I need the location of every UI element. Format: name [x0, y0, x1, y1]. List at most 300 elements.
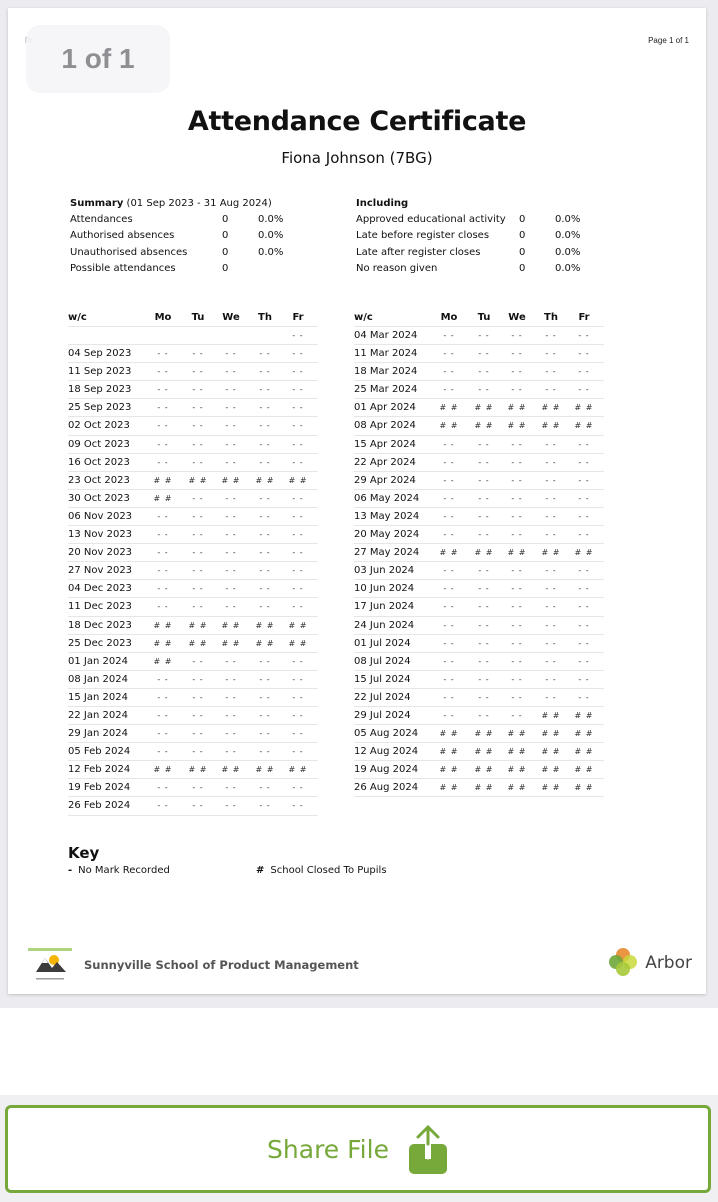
day-mark: - -	[511, 475, 523, 485]
week-commencing: 08 Jan 2024	[68, 673, 128, 685]
table-row	[68, 417, 318, 435]
table-row	[68, 617, 318, 635]
week-commencing: 18 Dec 2023	[68, 619, 132, 631]
week-commencing: 06 May 2024	[354, 492, 420, 504]
school-name: Sunnyville School of Product Management	[84, 958, 359, 972]
attendance-grid-right	[354, 309, 604, 797]
arbor-logo-icon	[607, 946, 641, 980]
day-mark: # #	[474, 729, 494, 739]
grid-header-cell: Tu	[477, 312, 491, 323]
day-mark: - -	[259, 674, 271, 684]
day-mark: - -	[225, 367, 237, 377]
including-row: Approved educational activity 0 0.0%	[356, 214, 581, 225]
day-mark: - -	[578, 349, 590, 359]
page-counter-overlay: 1 of 1	[26, 25, 170, 93]
day-mark: - -	[545, 566, 557, 576]
day-mark: # #	[541, 729, 561, 739]
certificate-title: Attendance Certificate	[187, 106, 527, 137]
week-commencing: 27 Nov 2023	[68, 565, 133, 577]
table-row	[354, 490, 604, 508]
day-mark: - -	[259, 656, 271, 666]
key-title: Key	[68, 844, 100, 862]
week-commencing: 29 Apr 2024	[354, 474, 416, 486]
day-mark: - -	[511, 457, 523, 467]
day-mark: - -	[259, 349, 271, 359]
day-mark: - -	[192, 566, 204, 576]
grid-header-cell: w/c	[354, 312, 373, 323]
week-commencing: 12 Feb 2024	[68, 764, 131, 776]
day-mark: - -	[478, 530, 490, 540]
day-mark: - -	[157, 403, 169, 413]
table-row	[68, 526, 318, 544]
day-mark: - -	[511, 367, 523, 377]
day-mark: # #	[188, 765, 208, 775]
day-mark: - -	[478, 710, 490, 720]
day-mark: # #	[474, 783, 494, 793]
table-row	[354, 526, 604, 544]
day-mark: - -	[292, 801, 304, 811]
day-mark: - -	[443, 692, 455, 702]
day-mark: - -	[157, 457, 169, 467]
day-mark: - -	[192, 457, 204, 467]
table-row	[354, 562, 604, 580]
day-mark: - -	[192, 439, 204, 449]
day-mark: - -	[292, 710, 304, 720]
day-mark: # #	[574, 729, 594, 739]
day-mark: - -	[545, 511, 557, 521]
day-mark: - -	[443, 331, 455, 340]
week-commencing: 17 Jun 2024	[354, 601, 415, 613]
day-mark: - -	[157, 783, 169, 793]
day-mark: - -	[478, 656, 490, 666]
table-row	[354, 381, 604, 399]
pdf-page[interactable]	[8, 8, 706, 994]
day-mark: - -	[157, 674, 169, 684]
table-row	[354, 617, 604, 635]
week-commencing: 15 Jan 2024	[68, 691, 128, 703]
day-mark: - -	[259, 493, 271, 503]
day-mark: - -	[443, 656, 455, 666]
week-commencing: 29 Jul 2024	[354, 709, 411, 721]
day-mark: - -	[443, 493, 455, 503]
table-row	[68, 399, 318, 417]
table-row	[68, 381, 318, 399]
day-mark: - -	[225, 421, 237, 431]
day-mark: # #	[474, 548, 494, 558]
table-row	[354, 743, 604, 761]
week-commencing: 13 Nov 2023	[68, 529, 133, 541]
day-mark: - -	[192, 783, 204, 793]
day-mark: # #	[439, 421, 459, 431]
day-mark: # #	[221, 765, 241, 775]
day-mark: - -	[578, 638, 590, 648]
day-mark: - -	[578, 367, 590, 377]
day-mark: - -	[578, 530, 590, 540]
summary-row: Unauthorised absences 0 0.0%	[70, 246, 284, 258]
day-mark: - -	[478, 638, 490, 648]
day-mark: - -	[545, 584, 557, 594]
day-mark: - -	[259, 747, 271, 757]
day-mark: - -	[192, 349, 204, 359]
day-mark: # #	[439, 765, 459, 775]
table-row	[354, 689, 604, 707]
table-row	[68, 725, 318, 743]
day-mark: - -	[478, 584, 490, 594]
day-mark: - -	[192, 548, 204, 558]
day-mark: - -	[292, 421, 304, 431]
day-mark: - -	[225, 729, 237, 739]
share-icon	[407, 1123, 449, 1175]
week-commencing: 24 Jun 2024	[354, 619, 415, 631]
day-mark: - -	[292, 674, 304, 684]
day-mark: - -	[511, 602, 523, 612]
day-mark: - -	[511, 439, 523, 449]
day-mark: # #	[574, 548, 594, 558]
day-mark: - -	[225, 530, 237, 540]
day-mark: # #	[507, 421, 527, 431]
day-mark: - -	[478, 439, 490, 449]
day-mark: - -	[157, 692, 169, 702]
day-mark: # #	[153, 620, 173, 630]
day-mark: - -	[225, 710, 237, 720]
including-row: Late before register closes 0 0.0%	[356, 230, 581, 242]
day-mark: - -	[545, 349, 557, 359]
day-mark: - -	[292, 511, 304, 521]
day-mark: - -	[443, 620, 455, 630]
day-mark: - -	[292, 530, 304, 540]
day-mark: - -	[443, 584, 455, 594]
day-mark: # #	[188, 475, 208, 485]
table-row	[68, 598, 318, 616]
day-mark: - -	[443, 602, 455, 612]
day-mark: - -	[225, 493, 237, 503]
table-row	[354, 779, 604, 797]
day-mark: # #	[221, 638, 241, 648]
day-mark: - -	[292, 656, 304, 666]
day-mark: - -	[157, 511, 169, 521]
day-mark: - -	[578, 566, 590, 576]
day-mark: - -	[259, 385, 271, 395]
week-commencing: 22 Apr 2024	[354, 456, 416, 468]
grid-header-row	[68, 309, 318, 327]
week-commencing: 25 Mar 2024	[354, 384, 418, 396]
summary-row: Attendances 0 0.0%	[70, 214, 284, 225]
day-mark: - -	[259, 710, 271, 720]
week-commencing: 22 Jan 2024	[68, 709, 128, 721]
summary-title: Summary	[70, 198, 124, 209]
week-commencing: 06 Nov 2023	[68, 510, 133, 522]
day-mark: - -	[192, 403, 204, 413]
day-mark: - -	[443, 710, 455, 720]
week-commencing: 01 Jan 2024	[68, 655, 128, 667]
day-mark: - -	[545, 493, 557, 503]
day-mark: - -	[292, 602, 304, 612]
day-mark: - -	[157, 602, 169, 612]
grid-header-row	[354, 309, 604, 327]
day-mark: # #	[255, 475, 275, 485]
week-commencing: 10 Jun 2024	[354, 583, 415, 595]
day-mark: - -	[443, 349, 455, 359]
day-mark: # #	[153, 765, 173, 775]
day-mark: - -	[578, 692, 590, 702]
grid-header-cell: Th	[544, 312, 558, 323]
day-mark: - -	[259, 421, 271, 431]
day-mark: - -	[225, 385, 237, 395]
summary-section	[70, 196, 340, 277]
table-row	[68, 743, 318, 761]
day-mark: - -	[511, 331, 523, 340]
day-mark: - -	[259, 729, 271, 739]
week-commencing: 11 Dec 2023	[68, 601, 132, 613]
week-commencing: 11 Sep 2023	[68, 366, 132, 378]
day-mark: - -	[192, 656, 204, 666]
grid-header-cell: We	[222, 312, 240, 323]
table-row	[68, 761, 318, 779]
day-mark: - -	[192, 729, 204, 739]
week-commencing: 18 Mar 2024	[354, 366, 418, 378]
day-mark: - -	[225, 747, 237, 757]
grid-header-cell: w/c	[68, 312, 87, 323]
table-row	[68, 345, 318, 363]
day-mark: - -	[511, 692, 523, 702]
week-commencing: 20 Nov 2023	[68, 547, 133, 559]
table-row	[354, 598, 604, 616]
summary-period: (01 Sep 2023 - 31 Aug 2024)	[126, 198, 272, 209]
day-mark: - -	[511, 638, 523, 648]
day-mark: - -	[443, 385, 455, 395]
day-mark: - -	[478, 349, 490, 359]
school-branding	[28, 948, 359, 982]
day-mark: - -	[578, 656, 590, 666]
day-mark: - -	[225, 801, 237, 811]
day-mark: - -	[192, 801, 204, 811]
week-commencing: 02 Oct 2023	[68, 420, 130, 432]
arbor-branding	[607, 946, 692, 980]
day-mark: - -	[478, 457, 490, 467]
grid-header-cell: Tu	[191, 312, 205, 323]
day-mark: # #	[507, 765, 527, 775]
day-mark: - -	[545, 638, 557, 648]
day-mark: - -	[225, 457, 237, 467]
day-mark: - -	[578, 385, 590, 395]
day-mark: - -	[545, 439, 557, 449]
table-row	[354, 454, 604, 472]
day-mark: # #	[507, 548, 527, 558]
day-mark: # #	[541, 421, 561, 431]
day-mark: - -	[259, 584, 271, 594]
including-section	[356, 196, 626, 277]
grid-header-cell: Th	[258, 312, 272, 323]
day-mark: - -	[443, 638, 455, 648]
day-mark: - -	[578, 584, 590, 594]
day-mark: - -	[157, 349, 169, 359]
day-mark: - -	[443, 367, 455, 377]
day-mark: - -	[443, 530, 455, 540]
table-row	[354, 345, 604, 363]
week-commencing: 04 Sep 2023	[68, 348, 132, 360]
table-row	[68, 436, 318, 454]
day-mark: # #	[574, 783, 594, 793]
week-commencing: 15 Apr 2024	[354, 438, 416, 450]
week-commencing: 27 May 2024	[354, 547, 420, 559]
week-commencing: 05 Feb 2024	[68, 746, 131, 758]
day-mark: - -	[545, 692, 557, 702]
week-commencing: 19 Feb 2024	[68, 782, 131, 794]
arbor-brand-name: Arbor	[645, 953, 692, 973]
day-mark: - -	[225, 656, 237, 666]
table-row	[354, 417, 604, 435]
day-mark: # #	[541, 710, 561, 720]
table-row	[68, 671, 318, 689]
day-mark: - -	[511, 349, 523, 359]
day-mark: - -	[578, 602, 590, 612]
day-mark: - -	[259, 801, 271, 811]
table-row	[354, 671, 604, 689]
day-mark: - -	[259, 457, 271, 467]
table-row	[354, 363, 604, 381]
table-row	[68, 363, 318, 381]
day-mark: - -	[157, 710, 169, 720]
week-commencing: 26 Feb 2024	[68, 800, 131, 812]
day-mark: - -	[157, 385, 169, 395]
day-mark: - -	[292, 747, 304, 757]
day-mark: # #	[541, 783, 561, 793]
day-mark: - -	[259, 692, 271, 702]
day-mark: # #	[439, 548, 459, 558]
week-commencing: 26 Aug 2024	[354, 782, 419, 794]
day-mark: - -	[478, 692, 490, 702]
table-row	[68, 779, 318, 797]
grid-header-cell: Fr	[578, 312, 590, 323]
day-mark: - -	[225, 548, 237, 558]
day-mark: - -	[545, 331, 557, 340]
day-mark: - -	[192, 692, 204, 702]
day-mark: - -	[443, 457, 455, 467]
day-mark: - -	[157, 584, 169, 594]
day-mark: - -	[545, 674, 557, 684]
day-mark: - -	[545, 367, 557, 377]
day-mark: - -	[225, 692, 237, 702]
day-mark: - -	[545, 620, 557, 630]
day-mark: - -	[225, 566, 237, 576]
day-mark: - -	[292, 783, 304, 793]
day-mark: - -	[192, 747, 204, 757]
table-row	[354, 508, 604, 526]
day-mark: - -	[443, 566, 455, 576]
day-mark: - -	[578, 475, 590, 485]
day-mark: - -	[545, 385, 557, 395]
day-mark: - -	[511, 674, 523, 684]
day-mark: - -	[157, 801, 169, 811]
table-row	[354, 327, 604, 345]
table-row	[354, 635, 604, 653]
week-commencing: 04 Mar 2024	[354, 330, 418, 341]
day-mark: # #	[541, 765, 561, 775]
share-file-label: Share File	[267, 1134, 389, 1164]
table-row	[68, 490, 318, 508]
share-file-button[interactable]	[5, 1105, 711, 1193]
day-mark: - -	[478, 367, 490, 377]
week-commencing: 29 Jan 2024	[68, 728, 128, 740]
table-row	[354, 436, 604, 454]
day-mark: # #	[288, 475, 308, 485]
week-commencing: 16 Oct 2023	[68, 456, 130, 468]
day-mark: - -	[192, 511, 204, 521]
day-mark: - -	[292, 548, 304, 558]
day-mark: # #	[474, 421, 494, 431]
day-mark: - -	[225, 783, 237, 793]
day-mark: - -	[511, 620, 523, 630]
table-row	[68, 472, 318, 490]
day-mark: - -	[443, 439, 455, 449]
day-mark: - -	[225, 584, 237, 594]
table-row	[68, 653, 318, 671]
day-mark: # #	[288, 765, 308, 775]
day-mark: - -	[157, 439, 169, 449]
summary-row: Possible attendances 0	[70, 262, 229, 274]
week-commencing: 01 Apr 2024	[354, 402, 416, 414]
day-mark: - -	[192, 367, 204, 377]
day-mark: - -	[443, 511, 455, 521]
day-mark: # #	[439, 747, 459, 757]
day-mark: - -	[478, 566, 490, 576]
day-mark: - -	[478, 385, 490, 395]
day-mark: - -	[511, 656, 523, 666]
grid-header-cell: Mo	[440, 312, 458, 323]
day-mark: - -	[578, 674, 590, 684]
grid-header-cell: Fr	[292, 312, 304, 323]
day-mark: - -	[259, 602, 271, 612]
day-mark: - -	[578, 493, 590, 503]
day-mark: - -	[511, 511, 523, 521]
table-row	[354, 707, 604, 725]
day-mark: # #	[439, 783, 459, 793]
week-commencing: 25 Dec 2023	[68, 637, 132, 649]
day-mark: # #	[474, 765, 494, 775]
day-mark: - -	[478, 331, 490, 340]
day-mark: # #	[474, 403, 494, 413]
day-mark: - -	[192, 602, 204, 612]
day-mark: - -	[192, 493, 204, 503]
table-row	[354, 472, 604, 490]
attendance-grid-left	[68, 309, 318, 816]
week-commencing: 15 Jul 2024	[354, 673, 411, 685]
day-mark: - -	[225, 349, 237, 359]
grid-header-cell: We	[508, 312, 526, 323]
day-mark: - -	[511, 385, 523, 395]
day-mark: - -	[511, 493, 523, 503]
day-mark: # #	[439, 403, 459, 413]
table-row	[68, 454, 318, 472]
day-mark: - -	[292, 403, 304, 413]
day-mark: - -	[292, 331, 304, 340]
school-logo-icon	[28, 948, 72, 982]
day-mark: - -	[578, 511, 590, 521]
week-commencing: 08 Apr 2024	[354, 420, 416, 432]
week-commencing: 22 Jul 2024	[354, 691, 411, 703]
summary-row: Authorised absences 0 0.0%	[70, 230, 284, 242]
week-commencing: 25 Sep 2023	[68, 402, 132, 414]
day-mark: - -	[192, 584, 204, 594]
table-row	[68, 707, 318, 725]
day-mark: - -	[259, 367, 271, 377]
day-mark: # #	[221, 620, 241, 630]
day-mark: - -	[478, 475, 490, 485]
day-mark: # #	[153, 638, 173, 648]
day-mark: - -	[192, 674, 204, 684]
day-mark: # #	[574, 710, 594, 720]
table-row	[68, 544, 318, 562]
